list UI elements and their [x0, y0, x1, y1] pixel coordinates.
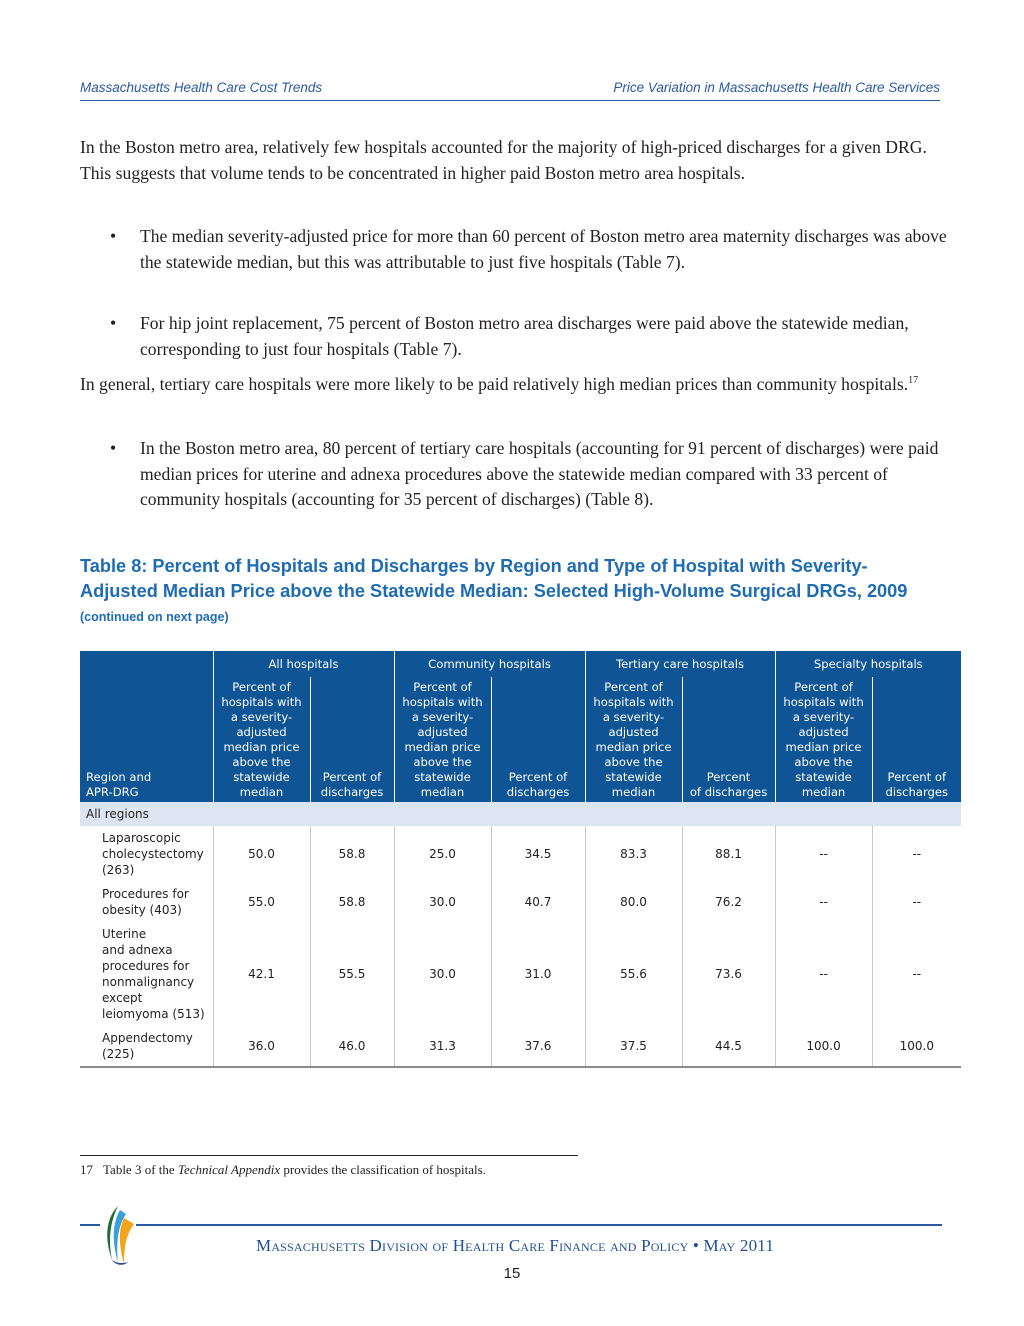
subheader-line: above the [232, 755, 291, 769]
subheader-line: median [420, 785, 465, 799]
table-cell: 80.0 [585, 882, 682, 922]
paragraph-boston-concentration: In the Boston metro area, relatively few hospitals accounted for the majority of high-priced discharges for a given DRG. This suggests that volume tends to be concentrated in higher paid Boston metro area hospitals. [80, 137, 927, 183]
subheader-pct-discharges [682, 677, 775, 802]
footnote-text-italic: Technical Appendix [177, 1162, 281, 1177]
table-cell: 42.1 [213, 922, 310, 1026]
subheader-pct-discharges [872, 677, 961, 802]
group-header-community: Community hospitals [394, 651, 585, 677]
subheader-line: median [611, 785, 656, 799]
row-label-line: procedures for [102, 959, 190, 973]
subheader-line: median [801, 785, 846, 799]
subheader-line: statewide [795, 770, 852, 784]
subheader-pct-hospitals [394, 677, 491, 802]
group-header-tertiary: Tertiary care hospitals [585, 651, 775, 677]
table-cell: 31.3 [394, 1026, 491, 1067]
table-continued-note: (continued on next page) [80, 610, 229, 624]
paragraph-text: In general, tertiary care hospitals were more likely to be paid relatively high median prices than community hospitals. [80, 374, 909, 394]
footnote-number: 17 [80, 1162, 93, 1177]
dhcfp-logo-icon [98, 1204, 138, 1268]
footer-rule-left [80, 1224, 100, 1226]
footer-rule-right [136, 1224, 942, 1226]
table-cell: -- [775, 922, 872, 1026]
table-row [80, 826, 961, 882]
subheader-line: median price [223, 740, 300, 754]
table-cell: -- [872, 882, 961, 922]
subheader-line: adjusted [417, 725, 468, 739]
subheader-line: a severity- [602, 710, 665, 724]
region-header-line: Region and [86, 770, 152, 784]
bullet-marker: • [110, 313, 117, 333]
table-row [80, 882, 961, 922]
bullet-marker: • [110, 438, 117, 458]
row-label-line: and adnexa [102, 943, 173, 957]
subheader-line: statewide [605, 770, 662, 784]
footnote-rule [80, 1155, 578, 1156]
subheader-line: discharges [885, 785, 949, 799]
table-cell: 83.3 [585, 826, 682, 882]
table-cell: 50.0 [213, 826, 310, 882]
table-cell: 58.8 [310, 826, 394, 882]
subheader-pct-hospitals [585, 677, 682, 802]
table-cell: -- [775, 826, 872, 882]
subheader-line: a severity- [792, 710, 855, 724]
table-cell: 100.0 [872, 1026, 961, 1067]
footer-title: Massachusetts Division of Health Care Finance and Policy • May 2011 [256, 1236, 775, 1255]
subheader-pct-hospitals [213, 677, 310, 802]
footnote-text-after: provides the classification of hospitals. [283, 1162, 486, 1177]
row-label-line: except [102, 991, 143, 1005]
subheader-line: above the [604, 755, 663, 769]
row-label-line: Appendectomy [102, 1031, 193, 1045]
table-cell: 37.6 [491, 1026, 585, 1067]
subheader-line: Percent of [322, 770, 382, 784]
subheader-line: Percent of [508, 770, 568, 784]
table-cell: 46.0 [310, 1026, 394, 1067]
table-cell: -- [775, 882, 872, 922]
row-label-line: nonmalignancy [102, 975, 195, 989]
table-cell: 31.0 [491, 922, 585, 1026]
footnote-ref: 17 [908, 375, 919, 386]
subheader-line: hospitals with [593, 695, 674, 709]
header-right-title: Price Variation in Massachusetts Health Care Services [613, 80, 940, 95]
row-label [80, 922, 213, 1026]
region-label: All regions [80, 802, 961, 826]
row-label [80, 882, 213, 922]
footnote-text-before: Table 3 of the [103, 1162, 175, 1177]
subheader-line: discharges [320, 785, 384, 799]
subheader-line: hospitals with [402, 695, 483, 709]
table-title: Table 8: Percent of Hospitals and Discharges by Region and Type of Hospital with Severity-Adjusted Median Price above the Statewide Median: Selected High-Volume Surgical DRGs, 2009 [80, 556, 908, 601]
row-label-line: leiomyoma (513) [102, 1007, 205, 1021]
subheader-line: Percent of [794, 680, 853, 694]
table-cell: 44.5 [682, 1026, 775, 1067]
data-table [80, 651, 961, 1068]
table-cell: 36.0 [213, 1026, 310, 1067]
table-cell: 40.7 [491, 882, 585, 922]
table-cell: 30.0 [394, 882, 491, 922]
subheader-line: adjusted [798, 725, 849, 739]
row-label [80, 1026, 213, 1067]
bullet-text: In the Boston metro area, 80 percent of tertiary care hospitals (accounting for 91 percent of discharges) were paid median prices for uterine and adnexa procedures above the statewide median compared with 33 percent of community hospitals (accounting for 35 percent of discharges) (Table 8). [140, 438, 939, 509]
subheader-line: hospitals with [221, 695, 302, 709]
paragraph-tertiary-care [80, 372, 950, 398]
row-label-line: Uterine [102, 927, 147, 941]
subheader-line: Percent of [887, 770, 947, 784]
footnote [80, 1162, 780, 1178]
table-cell: 58.8 [310, 882, 394, 922]
region-row [80, 802, 961, 826]
bullet-text: For hip joint replacement, 75 percent of Boston metro area discharges were paid above the statewide median, corresponding to just four hospitals (Table 7). [140, 313, 909, 359]
table-cell: 25.0 [394, 826, 491, 882]
table-cell: 55.5 [310, 922, 394, 1026]
subheader-line: Percent [706, 770, 751, 784]
table-cell: 73.6 [682, 922, 775, 1026]
table-cell: 30.0 [394, 922, 491, 1026]
subheader-line: of discharges [689, 785, 768, 799]
subheader-line: median price [785, 740, 862, 754]
table-cell: 55.6 [585, 922, 682, 1026]
row-label-line: obesity (403) [102, 903, 182, 917]
region-column-header [80, 651, 213, 802]
table-row [80, 1026, 961, 1067]
subheader-line: adjusted [236, 725, 287, 739]
subheader-line: discharges [506, 785, 570, 799]
page-number: 15 [503, 1265, 521, 1282]
table-cell: 88.1 [682, 826, 775, 882]
bullet-text: The median severity-adjusted price for more than 60 percent of Boston metro area maternity discharges was above the statewide median, but this was attributable to just five hospitals (Table 7). [140, 226, 947, 272]
subheader-line: statewide [233, 770, 290, 784]
group-header-specialty: Specialty hospitals [775, 651, 961, 677]
subheader-line: above the [794, 755, 853, 769]
subheader-pct-discharges [491, 677, 585, 802]
subheader-line: statewide [414, 770, 471, 784]
subheader-pct-hospitals [775, 677, 872, 802]
row-label-line: Procedures for [102, 887, 189, 901]
table-cell: -- [872, 922, 961, 1026]
group-header-all: All hospitals [213, 651, 394, 677]
subheader-line: adjusted [608, 725, 659, 739]
row-label-line: (225) [102, 1047, 135, 1061]
row-label [80, 826, 213, 882]
header-left-title: Massachusetts Health Care Cost Trends [80, 80, 323, 95]
table-cell: 76.2 [682, 882, 775, 922]
table-cell: 55.0 [213, 882, 310, 922]
subheader-line: Percent of [604, 680, 663, 694]
subheader-line: hospitals with [783, 695, 864, 709]
subheader-line: above the [413, 755, 472, 769]
table-cell: 37.5 [585, 1026, 682, 1067]
subheader-line: a severity- [411, 710, 474, 724]
table-cell: 100.0 [775, 1026, 872, 1067]
subheader-pct-discharges [310, 677, 394, 802]
subheader-line: median [239, 785, 284, 799]
table-body [80, 802, 961, 1067]
subheader-line: a severity- [230, 710, 293, 724]
table-caption [80, 554, 940, 630]
row-label-line: cholecystectomy [102, 847, 204, 861]
bullet-marker: • [110, 226, 117, 246]
table-row [80, 922, 961, 1026]
subheader-line: median price [404, 740, 481, 754]
table-cell: 34.5 [491, 826, 585, 882]
subheader-line: Percent of [413, 680, 472, 694]
row-label-line: Laparoscopic [102, 831, 181, 845]
table-cell: -- [872, 826, 961, 882]
subheader-line: Percent of [232, 680, 291, 694]
row-label-line: (263) [102, 863, 135, 877]
subheader-line: median price [595, 740, 672, 754]
region-header-line: APR-DRG [86, 785, 139, 799]
running-header [80, 78, 940, 101]
